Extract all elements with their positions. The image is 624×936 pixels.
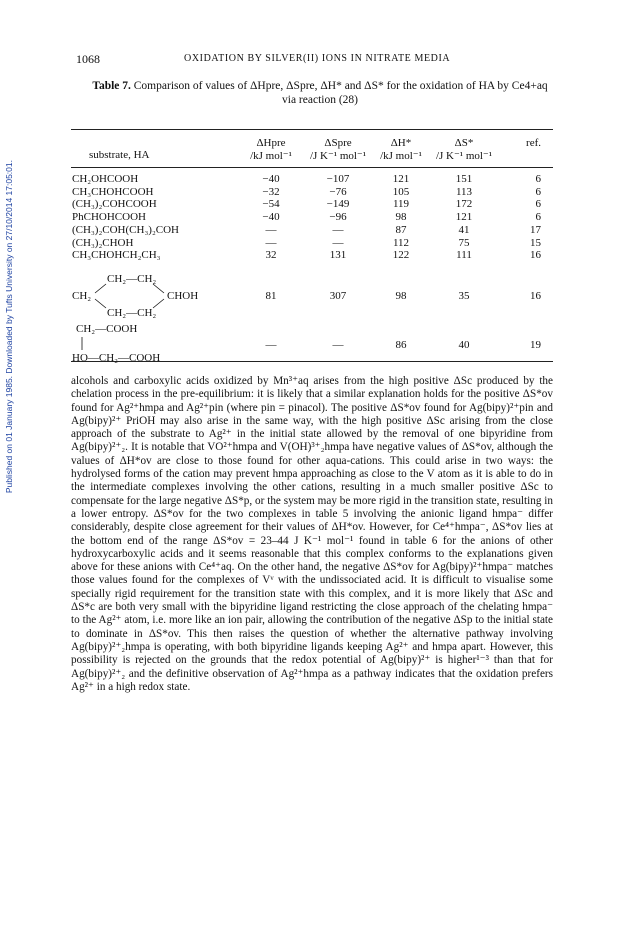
cyclic-ds-pre: 307 bbox=[329, 290, 347, 302]
cell-dh-star: 119 bbox=[392, 198, 410, 211]
cell-ds-pre: — bbox=[332, 236, 344, 249]
cell-ref: 6 bbox=[535, 198, 541, 211]
cell-dh-pre: −40 bbox=[262, 211, 280, 224]
cell-ds-pre: — bbox=[332, 223, 344, 236]
cyclic-dh-star: 98 bbox=[395, 290, 407, 302]
cyclic-dh-pre: 81 bbox=[265, 290, 277, 302]
table-row-chain bbox=[71, 323, 553, 363]
chain-dh-star: 86 bbox=[395, 339, 407, 351]
cell-substrate: (CH₃)₂CHOH bbox=[72, 236, 134, 249]
cell-ds-star: 121 bbox=[455, 211, 473, 224]
page-header bbox=[76, 52, 556, 68]
cell-dh-pre: — bbox=[265, 223, 277, 236]
cell-substrate: CH₃CHOHCH₂CH₃ bbox=[72, 249, 161, 262]
cell-dh-pre: 32 bbox=[265, 249, 277, 262]
cell-substrate: (CH₃)₂COH(CH₃)₂COH bbox=[72, 223, 180, 236]
cell-ds-pre: 131 bbox=[329, 249, 347, 262]
cyclic-right-label: CHOH bbox=[167, 290, 199, 302]
cell-dh-star: 87 bbox=[395, 223, 407, 236]
col-ds-star-symbol: ΔS* bbox=[454, 137, 474, 149]
cell-ref: 16 bbox=[530, 249, 541, 262]
chain-ds-pre: — bbox=[332, 339, 344, 351]
col-dh-star bbox=[373, 137, 429, 162]
chain-top-label: CH₂—COOH bbox=[76, 323, 138, 335]
col-ds-star bbox=[433, 137, 495, 162]
cell-dh-star: 105 bbox=[392, 185, 410, 198]
col-ds-pre-symbol: ΔSpre bbox=[324, 137, 352, 149]
cyclic-ds-star: 35 bbox=[458, 290, 470, 302]
cell-ds-star: 113 bbox=[455, 185, 473, 198]
cell-dh-star: 98 bbox=[395, 211, 407, 224]
chain-bottom-label: HO—CH₂—COOH bbox=[72, 352, 161, 364]
table-row-cyclic bbox=[71, 273, 553, 319]
col-dh-star-symbol: ΔH* bbox=[390, 137, 412, 149]
table-label: Table 7. bbox=[92, 80, 131, 92]
col-dh-star-unit: /kJ mol⁻¹ bbox=[380, 149, 422, 162]
table-caption-text: Comparison of values of ΔHpre, ΔSpre, ΔH* and ΔS* for the oxidation of HA by Ce4+aq via reaction (28) bbox=[133, 80, 548, 106]
cell-ref: 6 bbox=[535, 211, 541, 224]
cyclic-ref: 16 bbox=[530, 290, 541, 302]
cyclic-bottom-label: CH₂—CH₂ bbox=[107, 307, 157, 319]
cell-dh-pre: −54 bbox=[262, 198, 280, 211]
download-watermark-text: Published on 01 January 1985. Downloaded by Tufts University on 27/10/2014 17:05:01. bbox=[4, 160, 14, 494]
table-row bbox=[71, 237, 553, 249]
table-row bbox=[71, 224, 553, 236]
cell-ds-pre: −149 bbox=[326, 198, 350, 211]
cell-dh-star: 122 bbox=[392, 249, 410, 262]
cell-substrate: CH₃CHOHCOOH bbox=[72, 185, 154, 198]
cell-substrate: (CH₃)₂COHCOOH bbox=[72, 198, 157, 211]
table-row bbox=[71, 186, 553, 198]
cell-ds-pre: −96 bbox=[329, 211, 347, 224]
col-ds-pre-unit: /J K⁻¹ mol⁻¹ bbox=[309, 149, 367, 162]
cell-dh-pre: −40 bbox=[262, 173, 280, 185]
cell-ds-star: 172 bbox=[455, 198, 473, 211]
cyclic-top-label: CH₂—CH₂ bbox=[107, 273, 157, 285]
cyclic-left-label: CH₂ bbox=[72, 290, 92, 302]
body-paragraph: alcohols and carboxylic acids oxidized by Mn³⁺aq arises from the high positive ΔSc produced by the chelation process in the pre-equilibrium: it is likely that a similar explanation holds for the positive ΔS*ov found for Ag²⁺hmpa and Ag²⁺pin (where pin = pinacol). The positive ΔS*ov found for Ag(bipy)²⁺pin and Ag(bipy)²⁺ PriOH may also arise in the same way, with the high positive ΔSc arising from the close approach of the substrate to Ag²⁺ in the initial state allowed by the removal of one bipyridine from Ag(bipy)²⁺₂. It is notable that VO²⁺hmpa and V(OH)³⁺₂hmpa have negative values of ΔS*ov, although the values of ΔH*ov are close to those found for other aqua-cations. This could arise in two ways: the hydrolysed forms of the cation may prevent hmpa approaching as close to the V atom as it is able to do in the intermediate complexes involving the other cations, resulting in a much smaller positive ΔSc to compensate for the large negative ΔS*p, or the system may be more rigid in the transition state, resulting in a lower entropy. ΔS*ov for the two complexes in table 5 involving the anionic ligand hmpa⁻ differ considerably, despite close agreement for their values of ΔH*ov. However, for Ce⁴⁺hmpa⁻, ΔS*ov lies at the bottom end of the range ΔS*ov = 23–44 J K⁻¹ mol⁻¹ found in table 6 for the anions of other hydroxycarboxylic acids and it seems reasonable that this complex conforms to the explanations given above for these anions with Ce⁴⁺aq. On the other hand, the negative ΔS*ov for Ag(bipy)²⁺hmpa⁻ matches those values found for the complexes of Vᵛ with the undissociated acid. It is difficult to visualise some specially rigid requirement for the transition state with this complex, and it is more likely that ΔSc and ΔS*c are both very small with the bipyridine ligand restricting the close approach of the chelating hmpa⁻ to the Ag²⁺ atom, i.e. more like an ion pair, allowing the contribution of the negative ΔSp to the initial state to dominate in ΔS*ov. This then raises the question of whether the alternative pathway involving Ag(bipy)²⁺₂hmpa is operating, with both bipyridine ligands keeping Ag²⁺ and hmpa apart. However, this possibility is rejected on the grounds that the redox potential of Ag(bipy)²⁺ is higher¹⁻³ than that for Ag(bipy)²⁺₂ and the definitive observation of Ag²⁺hmpa as a pathway indicates that the oxidation prefers Ag²⁺ in a high redox state. bbox=[71, 375, 553, 693]
col-ref-label: ref. bbox=[526, 137, 541, 149]
col-dh-pre-unit: /kJ mol⁻¹ bbox=[250, 149, 292, 162]
cell-dh-star: 112 bbox=[392, 236, 410, 249]
table-top-rule bbox=[71, 129, 553, 130]
cell-ref: 15 bbox=[530, 236, 541, 249]
col-ref bbox=[501, 137, 541, 150]
cell-dh-star: 121 bbox=[392, 173, 410, 185]
cell-dh-pre: — bbox=[265, 236, 277, 249]
table-row bbox=[71, 249, 553, 261]
body-text bbox=[71, 375, 553, 694]
cell-ds-star: 41 bbox=[458, 223, 470, 236]
cell-substrate: PhCHOHCOOH bbox=[72, 211, 146, 224]
cell-ds-star: 75 bbox=[458, 236, 470, 249]
col-ds-pre bbox=[307, 137, 369, 162]
cell-ref: 6 bbox=[535, 173, 541, 185]
chain-dh-pre: — bbox=[265, 339, 277, 351]
chain-ds-star: 40 bbox=[458, 339, 470, 351]
chain-ref: 19 bbox=[530, 339, 541, 351]
cell-ref: 6 bbox=[535, 185, 541, 198]
cell-substrate: CH₂OHCOOH bbox=[72, 173, 139, 185]
col-dh-pre bbox=[241, 137, 301, 162]
cell-ds-star: 111 bbox=[456, 249, 472, 262]
table-row bbox=[71, 198, 553, 210]
cell-ds-star: 151 bbox=[455, 173, 473, 185]
download-watermark bbox=[2, 160, 16, 680]
substrate-column-header: substrate, HA bbox=[89, 149, 150, 161]
cell-ref: 17 bbox=[530, 223, 541, 236]
col-dh-pre-symbol: ΔHpre bbox=[256, 137, 286, 149]
table-row bbox=[71, 211, 553, 223]
cell-ds-pre: −76 bbox=[329, 185, 347, 198]
table-caption bbox=[90, 79, 550, 107]
cell-ds-pre: −107 bbox=[326, 173, 350, 185]
col-ds-star-unit: /J K⁻¹ mol⁻¹ bbox=[435, 149, 493, 162]
running-title: OXIDATION BY SILVER(II) IONS IN NITRATE MEDIA bbox=[184, 53, 451, 64]
table-row bbox=[71, 173, 553, 185]
table-header bbox=[71, 137, 553, 167]
table-header-rule bbox=[71, 167, 553, 168]
cell-dh-pre: −32 bbox=[262, 185, 280, 198]
page-number: 1068 bbox=[76, 52, 100, 66]
